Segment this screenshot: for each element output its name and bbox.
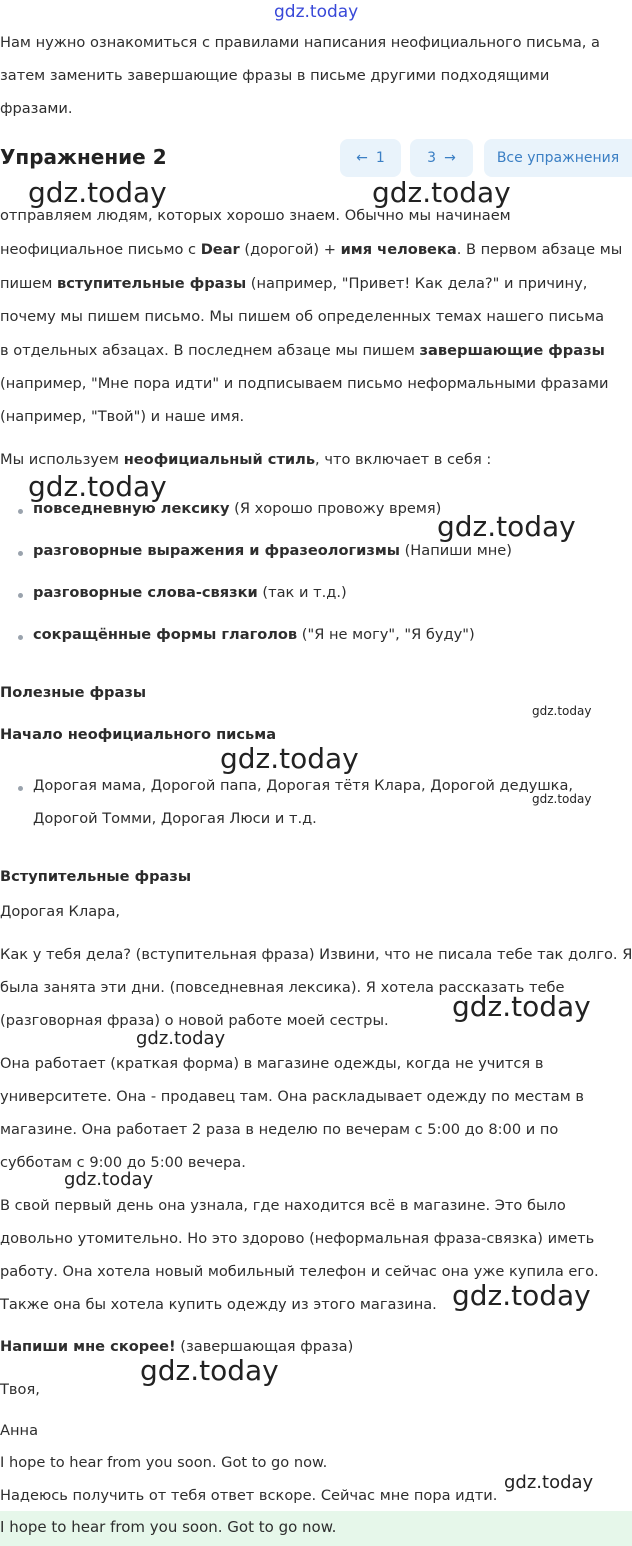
answer-text: I hope to hear from you soon. Got to go now. [0, 1518, 337, 1536]
top-watermark: gdz.today [274, 2, 359, 22]
letter-sign: Твоя, [0, 1381, 40, 1398]
theory-line: неофициальное письмо с Dear (дорогой) + имя человека. В первом абзаце мы [0, 241, 623, 258]
watermark: gdz.today [64, 1169, 154, 1190]
theory-line: (например, "Твой") и наше имя. [0, 408, 245, 425]
letter-line: Также она бы хотела купить одежду из этого магазина. [0, 1296, 437, 1313]
english-phrase: I hope to hear from you soon. Got to go now. [0, 1454, 328, 1471]
letter-line: университете. Она - продавец там. Она раскладывает одежду по местам в [0, 1088, 584, 1105]
letter-line: Как у тебя дела? (вступительная фраза) Извини, что не писала тебе так долго. Я [0, 946, 632, 963]
prev-exercise-button[interactable] [340, 139, 401, 177]
letter-line: В свой первый день она узнала, где находится всё в магазине. Это было [0, 1197, 566, 1214]
intro-line: Нам нужно ознакомиться с правилами написания неофициального письма, а [0, 34, 601, 51]
theory-line: почему мы пишем письмо. Мы пишем об определенных темах нашего письма [0, 308, 605, 325]
next-exercise-label: 3 [427, 150, 437, 166]
all-exercises-label: Все упражнения [496, 150, 620, 166]
start-section-title: Начало неофициального письма [0, 726, 277, 743]
list-item: повседневную лексику (Я хорошо провожу время) [33, 500, 442, 517]
watermark: gdz.today [28, 470, 167, 503]
bullet-icon [18, 786, 23, 791]
watermark: gdz.today [372, 176, 511, 209]
answer-box [0, 1511, 632, 1546]
letter-sign: Анна [0, 1422, 39, 1439]
watermark: gdz.today [452, 1279, 591, 1312]
next-exercise-button[interactable] [410, 139, 473, 177]
letter-line: Она работает (краткая форма) в магазине одежды, когда не учится в [0, 1055, 544, 1072]
style-intro: Мы используем неофициальный стиль, что включает в себя : [0, 451, 492, 468]
theory-line: в отдельных абзацах. В последнем абзаце мы пишем завершающие фразы [0, 342, 605, 359]
all-exercises-button[interactable] [484, 139, 632, 177]
watermark: gdz.today [136, 1028, 226, 1049]
start-phrases-line: Дорогой Томми, Дорогая Люси и т.д. [33, 810, 317, 827]
theory-line: отправляем людям, которых хорошо знаем. Обычно мы начинаем [0, 207, 511, 224]
watermark: gdz.today [437, 510, 576, 543]
theory-line: пишем вступительные фразы (например, "Привет! Как дела?" и причину, [0, 275, 588, 292]
arrow-right-icon: → [444, 150, 456, 166]
letter-line: была занята эти дни. (повседневная лексика). Я хотела рассказать тебе [0, 979, 565, 996]
arrow-left-icon: ← [356, 150, 368, 166]
bullet-icon [18, 551, 23, 556]
list-item: разговорные выражения и фразеологизмы (Напиши мне) [33, 542, 512, 559]
bullet-icon [18, 593, 23, 598]
prev-exercise-label: 1 [375, 150, 385, 166]
letter-line: работу. Она хотела новый мобильный телефон и сейчас она уже купила его. [0, 1263, 599, 1280]
intro-line: фразами. [0, 100, 73, 117]
letter-line: магазине. Она работает 2 раза в неделю по вечерам с 5:00 до 8:00 и по [0, 1121, 559, 1138]
letter-greeting: Дорогая Клара, [0, 903, 121, 920]
russian-phrase: Надеюсь получить от тебя ответ вскоре. Сейчас мне пора идти. [0, 1487, 498, 1504]
watermark: gdz.today [220, 742, 359, 775]
watermark: gdz.today [28, 176, 167, 209]
letter-closing: Напиши мне скорее! (завершающая фраза) [0, 1338, 354, 1355]
letter-line: субботам с 9:00 до 5:00 вечера. [0, 1154, 246, 1171]
letter-line: довольно утомительно. Но это здорово (неформальная фраза-связка) иметь [0, 1230, 595, 1247]
intro-section-title: Вступительные фразы [0, 868, 192, 885]
theory-line: (например, "Мне пора идти" и подписываем письмо неформальными фразами [0, 375, 609, 392]
watermark: gdz.today [504, 1472, 594, 1493]
exercise-title: Упражнение 2 [0, 145, 167, 169]
list-item: сокращённые формы глаголов ("Я не могу", "Я буду") [33, 626, 475, 643]
watermark: gdz.today [452, 990, 591, 1023]
list-item: разговорные слова-связки (так и т.д.) [33, 584, 347, 601]
useful-phrases-title: Полезные фразы [0, 684, 147, 701]
start-phrases-line: Дорогая мама, Дорогой папа, Дорогая тётя Клара, Дорогой дедушка, [33, 777, 574, 794]
bullet-icon [18, 635, 23, 640]
watermark: gdz.today [532, 792, 592, 806]
watermark: gdz.today [140, 1354, 279, 1387]
bullet-icon [18, 509, 23, 514]
letter-line: (разговорная фраза) о новой работе моей сестры. [0, 1012, 389, 1029]
intro-line: затем заменить завершающие фразы в письме другими подходящими [0, 67, 550, 84]
watermark: gdz.today [532, 704, 592, 718]
